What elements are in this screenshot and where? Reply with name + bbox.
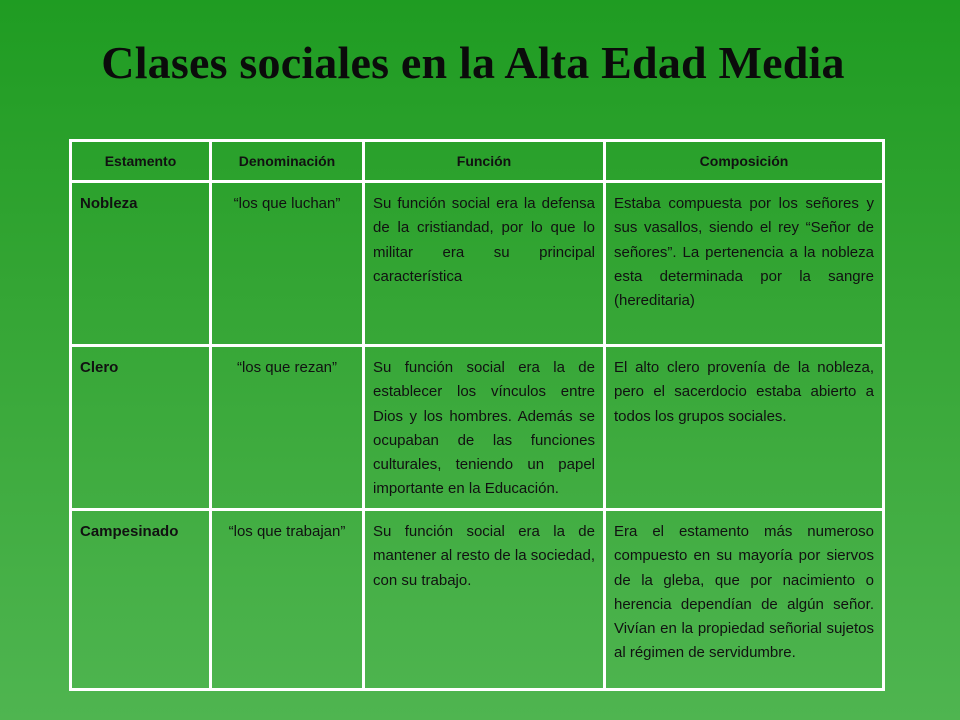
table-header-row	[71, 141, 884, 182]
cell-composicion: Estaba compuesta por los señores y sus vasallos, siendo el rey “Señor de señores”. La pertenencia a la nobleza esta determinada por la sangre (hereditaria)	[605, 182, 884, 346]
header-funcion: Función	[364, 141, 605, 182]
social-classes-table	[69, 139, 885, 691]
cell-denominacion: “los que luchan”	[211, 182, 364, 346]
header-composicion: Composición	[605, 141, 884, 182]
slide-title: Clases sociales en la Alta Edad Media	[101, 37, 845, 88]
table-row-clero	[71, 346, 884, 510]
header-estamento: Estamento	[71, 141, 211, 182]
cell-composicion: El alto clero provenía de la nobleza, pero el sacerdocio estaba abierto a todos los grupos sociales.	[605, 346, 884, 510]
cell-estamento: Clero	[71, 346, 211, 510]
table-row-nobleza	[71, 182, 884, 346]
cell-estamento: Nobleza	[71, 182, 211, 346]
header-denominacion: Denominación	[211, 141, 364, 182]
cell-funcion: Su función social era la de mantener al resto de la sociedad, con su trabajo.	[364, 510, 605, 690]
cell-funcion: Su función social era la de establecer los vínculos entre Dios y los hombres. Además se ocupaban de las funciones culturales, teniendo un papel importante en la Educación.	[364, 346, 605, 510]
cell-funcion: Su función social era la defensa de la cristiandad, por lo que lo militar era su principal característica	[364, 182, 605, 346]
cell-composicion: Era el estamento más numeroso compuesto en su mayoría por siervos de la gleba, que por nacimiento o herencia dependían de algún señor. Vivían en la propiedad señorial sujetos al régimen de servidumbre.	[605, 510, 884, 690]
cell-denominacion: “los que rezan”	[211, 346, 364, 510]
cell-estamento: Campesinado	[71, 510, 211, 690]
table-row-campesinado	[71, 510, 884, 690]
cell-denominacion: “los que trabajan”	[211, 510, 364, 690]
